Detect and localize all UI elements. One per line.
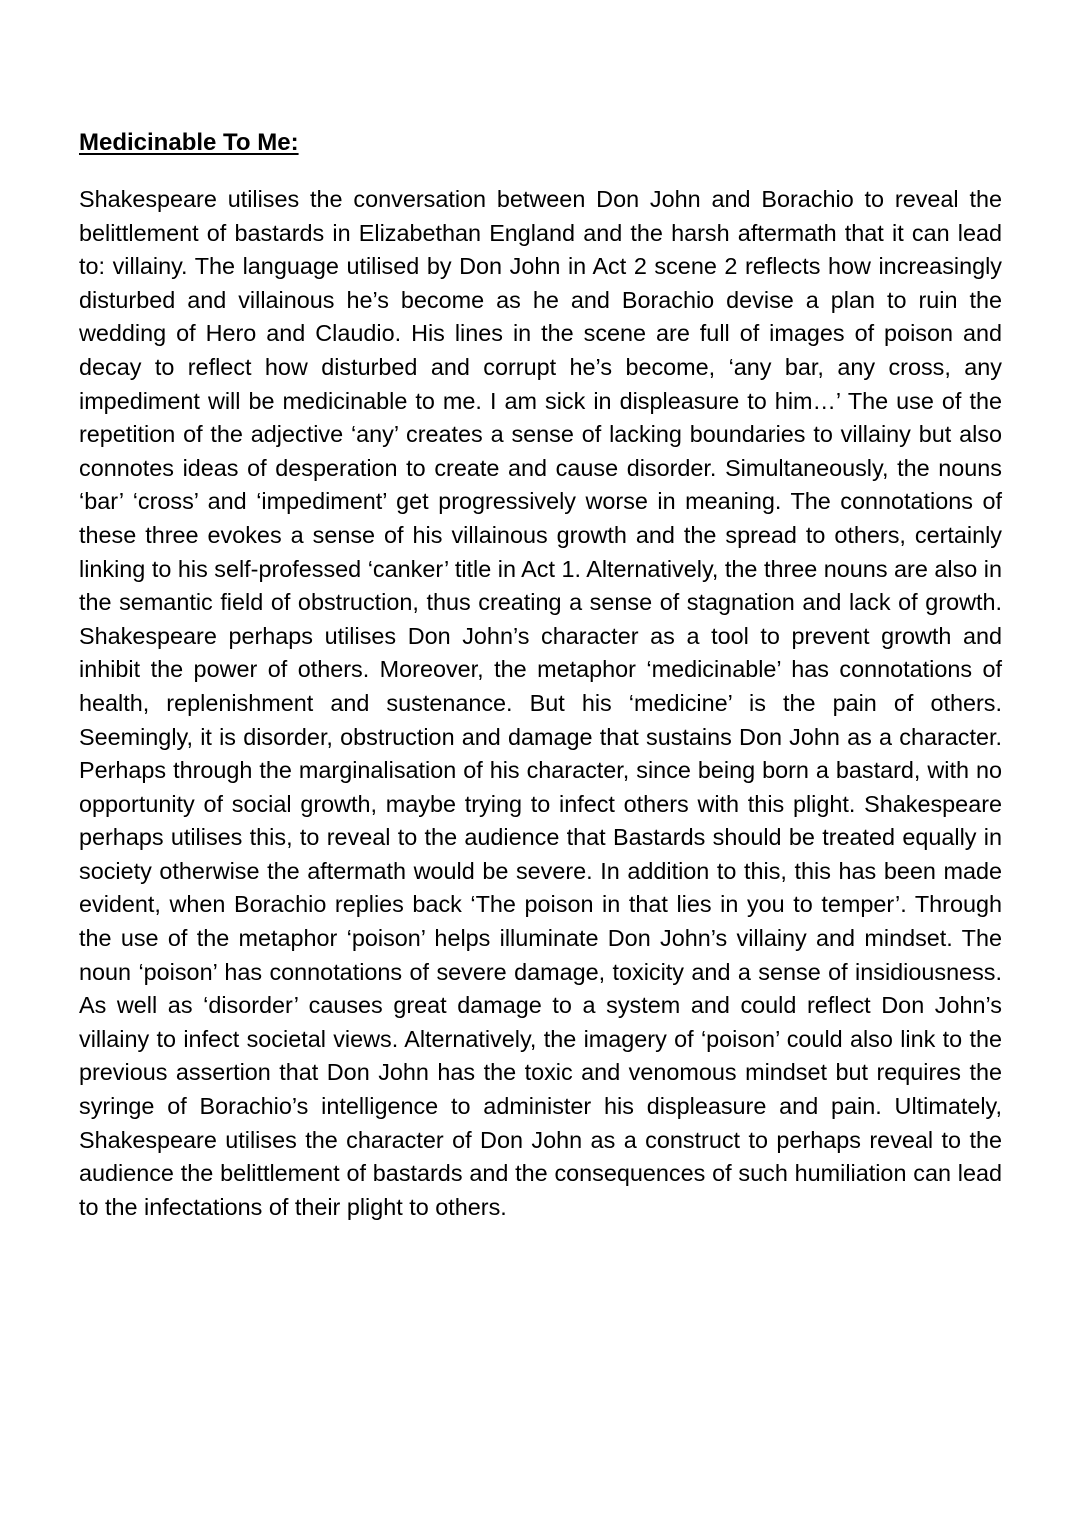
- section-heading: Medicinable To Me:: [79, 129, 299, 156]
- essay-paragraph: Shakespeare utilises the conversation between Don John and Borachio to reveal the belittlement of bastards in Elizabethan England and the harsh aftermath that it can lead to: villainy. The language utilised by Don John in Act 2 scene 2 reflects how increasingly disturbed and villainous he’s become as he and Borachio devise a plan to ruin the wedding of Hero and Claudio. His lines in the scene are full of images of poison and decay to reflect how disturbed and corrupt he’s become, ‘any bar, any cross, any impediment will be medicinable to me. I am sick in displeasure to him…’ The use of the repetition of the adjective ‘any’ creates a sense of lacking boundaries to villainy but also connotes ideas of desperation to create and cause disorder. Simultaneously, the nouns ‘bar’ ‘cross’ and ‘impediment’ get progressively worse in meaning. The connotations of these three evokes a sense of his villainous growth and the spread to others, certainly linking to his self-professed ‘canker’ title in Act 1. Alternatively, the three nouns are also in the semantic field of obstruction, thus creating a sense of stagnation and lack of growth. Shakespeare perhaps utilises Don John’s character as a tool to prevent growth and inhibit the power of others. Moreover, the metaphor ‘medicinable’ has connotations of health, replenishment and sustenance. But his ‘medicine’ is the pain of others. Seemingly, it is disorder, obstruction and damage that sustains Don John as a character. Perhaps through the marginalisation of his character, since being born a bastard, with no opportunity of social growth, maybe trying to infect others with this plight. Shakespeare perhaps utilises this, to reveal to the audience that Bastards should be treated equally in society otherwise the aftermath would be severe. In addition to this, this has been made evident, when Borachio replies back ‘The poison in that lies in you to temper’. Through the use of the metaphor ‘poison’ helps illuminate Don John’s villainy and mindset. The noun ‘poison’ has connotations of severe damage, toxicity and a sense of insidiousness. As well as ‘disorder’ causes great damage to a system and could reflect Don John’s villainy to infect societal views. Alternatively, the imagery of ‘poison’ could also link to the previous assertion that Don John has the toxic and venomous mindset but requires the syringe of Borachio’s intelligence to administer his displeasure and pain. Ultimately, Shakespeare utilises the character of Don John as a construct to perhaps reveal to the audience the belittlement of bastards and the consequences of such humiliation can lead to the infectations of their plight to others.: [79, 186, 1002, 1220]
